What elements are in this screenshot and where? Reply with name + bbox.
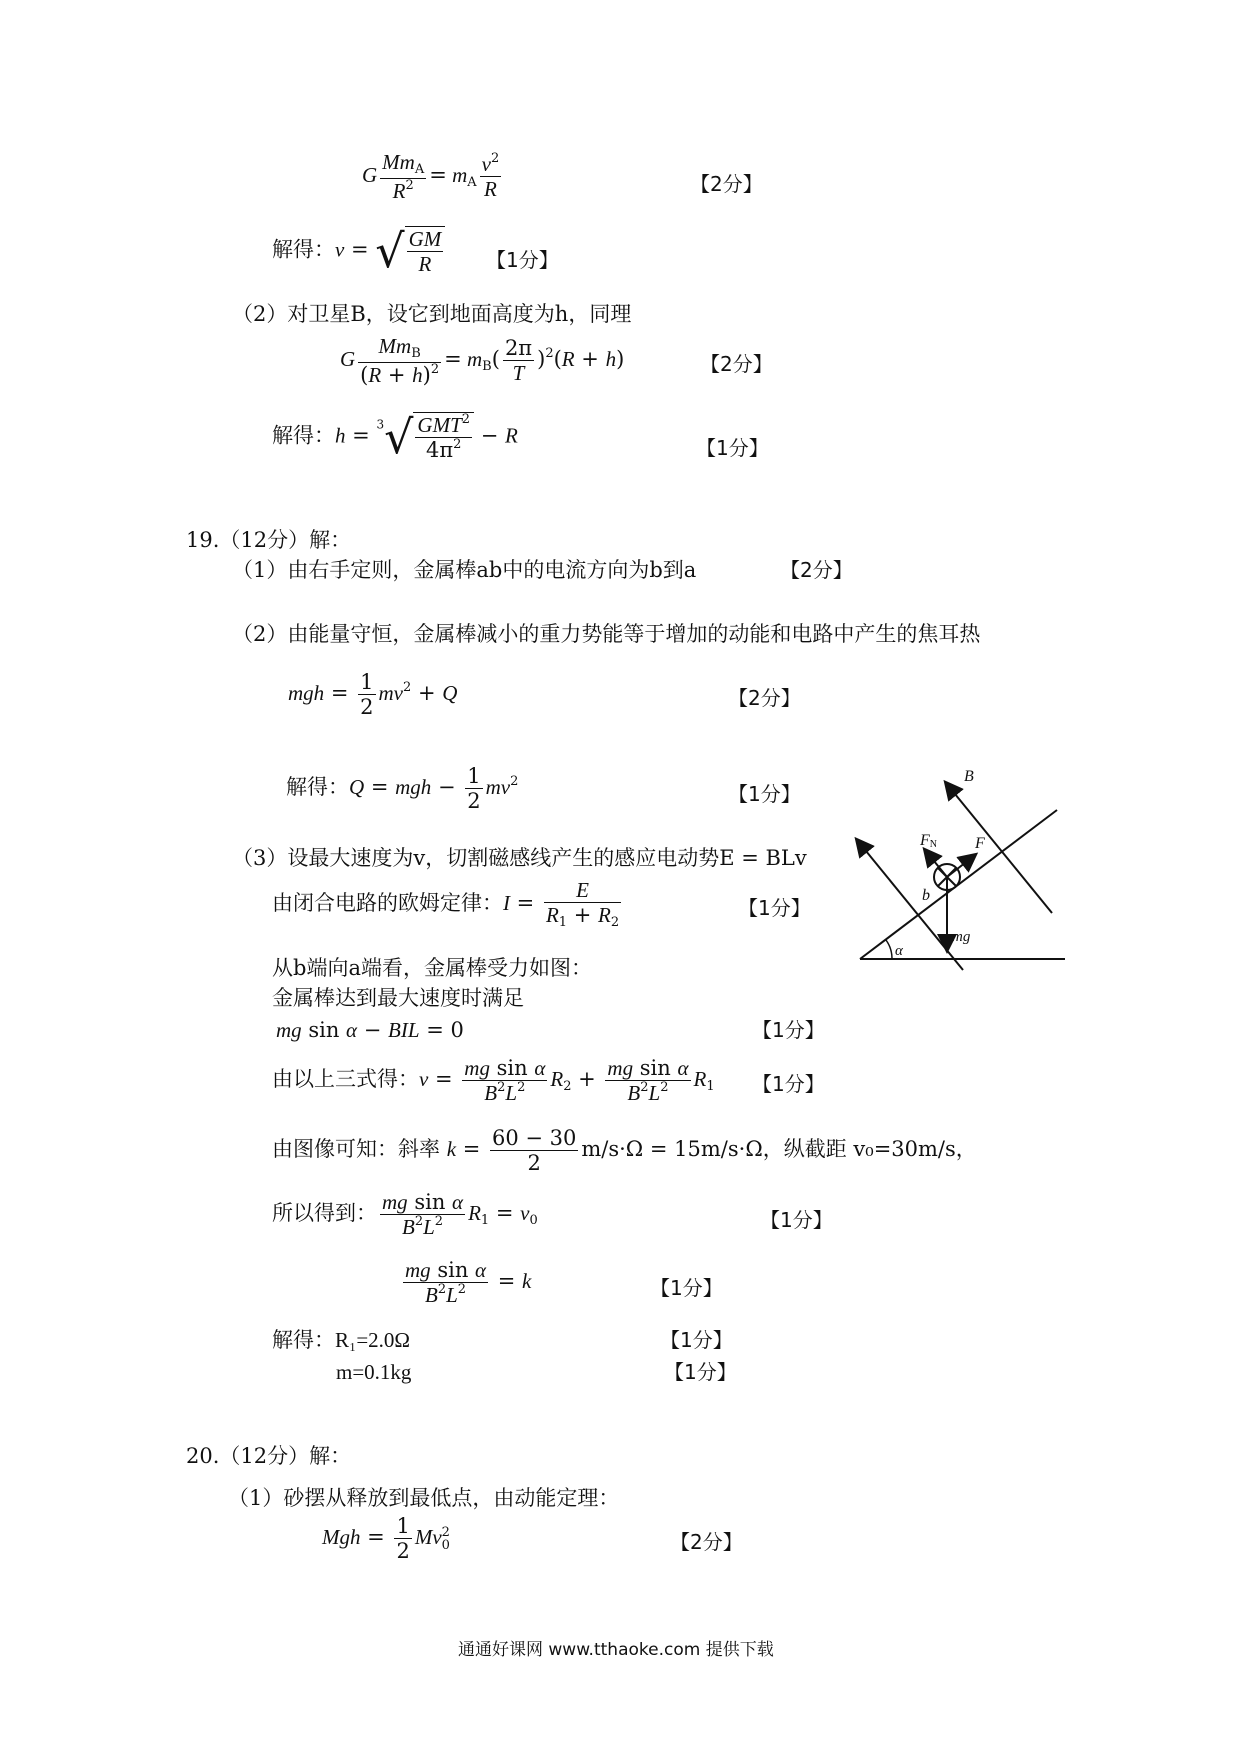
label-jiede: 解得： xyxy=(272,423,335,448)
arrow-f xyxy=(947,855,975,877)
eq-gravity-b: G $\frac{Mm_B}{(R + h)^2}$ = $m_B$( $\frac{2\pi}{T}$ )$^2$(R + h) xyxy=(340,334,625,387)
q19-part1: （1）由右手定则，金属棒ab中的电流方向为b到a xyxy=(232,558,697,582)
label-jiede: 解得： xyxy=(286,775,349,800)
so-label: 所以得到： xyxy=(272,1201,377,1226)
eq-so-r1: 所以得到： $\frac{\text{mg sin α}}{B^2L^2}$ $R_1 = v_0$ xyxy=(272,1190,538,1240)
label-f: F xyxy=(975,835,985,852)
solve-r1 xyxy=(272,1328,410,1353)
score-1: 【1分】 xyxy=(664,1360,737,1384)
m-value: m=0.1kg xyxy=(336,1360,412,1384)
eq-balance: mg sin α − BIL = 0 xyxy=(276,1018,464,1042)
eq-solve-h: 解得：h = $^3$√ $\frac{GMT^2}{4\pi^2}$ − R xyxy=(272,410,518,465)
score-2: 【2分】 xyxy=(670,1530,743,1554)
force-diagram xyxy=(840,755,1080,975)
q19-view: 从b端向a端看，金属棒受力如图： xyxy=(272,956,592,980)
eq-v: 由以上三式得：v = $\frac{\text{mg sin α}}{B^2L^2}$ $R_2$ + $\frac{\text{mg sin α}}{B^2L^2}$ $R_1$ xyxy=(272,1056,715,1106)
footer-credit: 通通好课网 www.tthaoke.com 提供下载 xyxy=(458,1640,774,1660)
graph-tail: ，纵截距 v₀=30m/s， xyxy=(762,1137,977,1162)
eq-solve-q: 解得：Q = mgh − $\frac{1}{2}$ $mv^2$ xyxy=(286,764,519,814)
score-2: 【2分】 xyxy=(700,352,773,376)
eq-energy: mgh = $\frac{1}{2}$ $mv^2 + Q$ xyxy=(288,670,458,720)
q19-part3: （3）设最大速度为v，切割磁感线产生的感应电动势E = BLv xyxy=(232,846,807,870)
score-1: 【1分】 xyxy=(728,782,801,806)
q20-header: 20.（12分）解： xyxy=(186,1444,352,1468)
label-mg: mg xyxy=(952,929,971,945)
ohm-label: 由闭合电路的欧姆定律： xyxy=(272,891,503,916)
q19-header: 19.（12分）解： xyxy=(186,528,352,552)
eq-ohm: 由闭合电路的欧姆定律：I = $\frac{E}{R_1 + R_2}$ xyxy=(272,878,620,931)
q19-max: 金属棒达到最大速度时满足 xyxy=(272,986,524,1010)
eq-slope: 由图像可知：斜率 k = $\frac{60 - 30}{2}$ m/s·Ω = 15m/s·Ω，纵截距 v₀=30m/s， xyxy=(272,1126,977,1176)
angle-arc xyxy=(886,940,892,959)
eq-so-k: $\frac{\text{mg sin α}}{B^2L^2}$ = k xyxy=(405,1258,532,1308)
r1-value: R₁=2.0Ω xyxy=(335,1328,411,1352)
label-jiede: 解得： xyxy=(272,1328,335,1352)
score-2: 【2分】 xyxy=(690,172,763,196)
eq-solve-v: 解得：v = √ $\frac{GM}{R}$ xyxy=(272,226,445,276)
label-alpha: α xyxy=(895,943,903,959)
graph-label: 由图像可知：斜率 xyxy=(272,1137,440,1162)
q19-part2: （2）由能量守恒，金属棒减小的重力势能等于增加的动能和电路中产生的焦耳热 xyxy=(232,622,981,646)
label-b-field: B xyxy=(964,768,974,785)
part2-intro: （2）对卫星B，设它到地面高度为h，同理 xyxy=(232,302,632,326)
label-jiede: 解得： xyxy=(272,237,335,262)
score-2: 【2分】 xyxy=(780,558,853,582)
three-label: 由以上三式得： xyxy=(272,1067,419,1092)
score-2: 【2分】 xyxy=(728,686,801,710)
q20-part1: （1）砂摆从释放到最低点，由动能定理： xyxy=(228,1486,620,1510)
score-1: 【1分】 xyxy=(650,1276,723,1300)
score-1: 【1分】 xyxy=(760,1208,833,1232)
label-b-end: b xyxy=(922,887,930,904)
label-fn: FN xyxy=(920,832,938,850)
eq-gravity-a: G $\frac{Mm_A}{R^2}$ = $m_A$ $\frac{v^2}{R}$ xyxy=(362,150,500,203)
score-1: 【1分】 xyxy=(486,248,559,272)
score-1: 【1分】 xyxy=(738,896,811,920)
score-1: 【1分】 xyxy=(660,1328,733,1352)
score-1: 【1分】 xyxy=(752,1018,825,1042)
score-1: 【1分】 xyxy=(752,1072,825,1096)
rail-right xyxy=(946,783,1052,913)
eq-mgh: Mgh = $\frac{1}{2}$ Mv 2 0 xyxy=(322,1514,450,1564)
score-1: 【1分】 xyxy=(696,436,769,460)
